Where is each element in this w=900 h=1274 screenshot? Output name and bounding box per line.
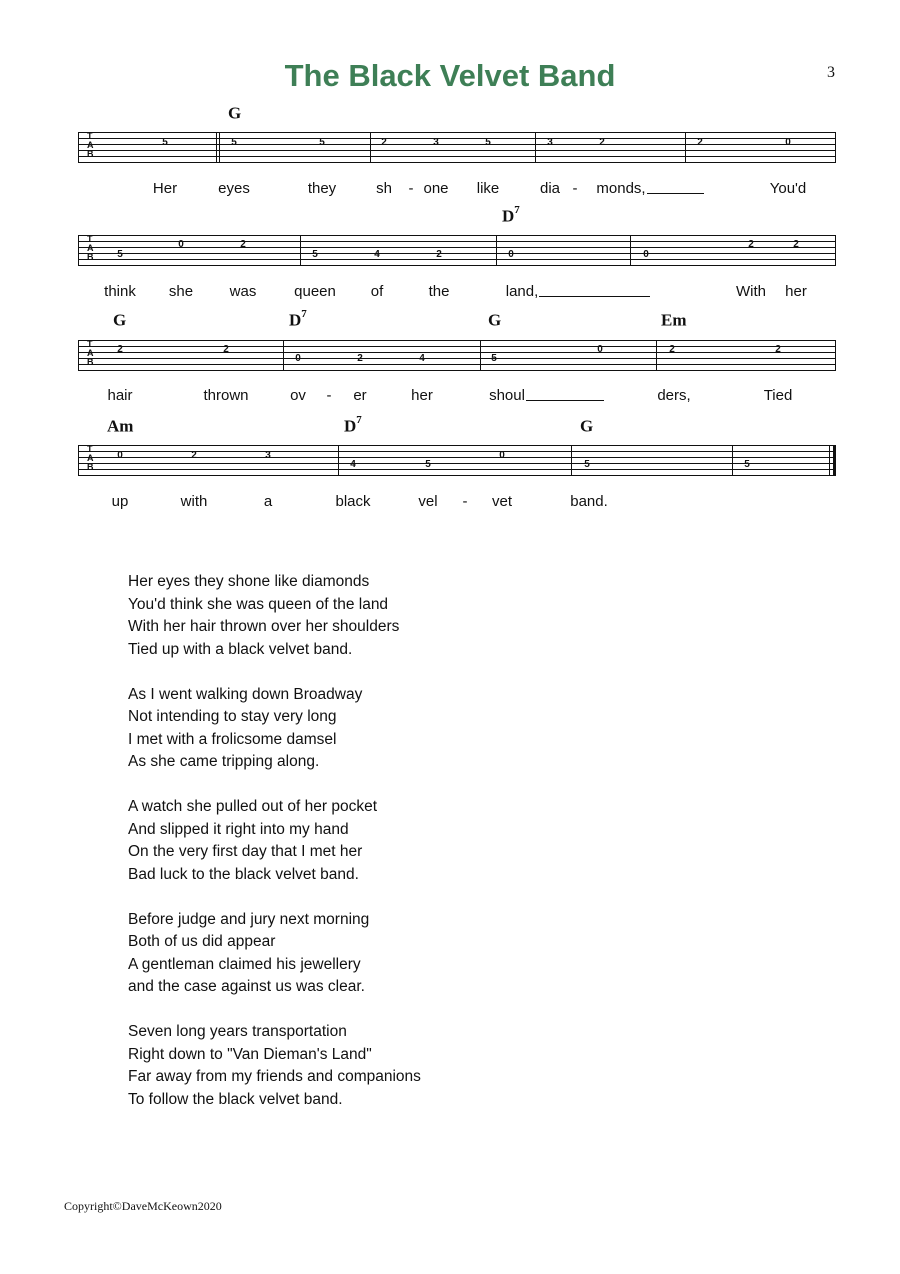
tab-note: 5	[312, 249, 318, 260]
verse-line: A watch she pulled out of her pocket	[128, 798, 378, 815]
chord-symbol: G	[488, 310, 502, 330]
tab-note: 5	[425, 459, 431, 470]
chord-symbol: $D^7$	[502, 204, 520, 226]
verse-line: To follow the black velvet band.	[128, 1090, 343, 1108]
verse-line: As I went walking down Broadway	[128, 685, 363, 703]
lyric-syllable: monds,	[596, 180, 646, 197]
chord-symbol: G	[228, 103, 242, 123]
tab-note: 0	[597, 344, 603, 355]
tab-note: 0	[295, 353, 301, 364]
verse-line: As she came tripping along.	[128, 753, 320, 770]
verse-line: And slipped it right into my hand	[128, 820, 349, 838]
chord-symbol: $D^7$	[344, 414, 362, 436]
lyric-syllable: her	[785, 283, 807, 300]
tab-note: 2	[599, 137, 605, 148]
lyric-syllable: -	[572, 180, 578, 197]
verse	[128, 684, 421, 774]
lyric-syllable: Tied	[763, 387, 793, 404]
lyric-syllable: shoul	[489, 387, 525, 404]
chord-symbol: $D^7$	[289, 308, 307, 330]
tab-note: 2	[117, 344, 123, 355]
lyric-syllable: -	[326, 387, 332, 404]
lyric-syllable: ders,	[657, 387, 691, 404]
verse	[128, 909, 421, 999]
tab-note: 2	[669, 344, 675, 355]
tab-note: 2	[748, 239, 754, 250]
lyric-syllable: -	[408, 180, 414, 197]
lyric-syllable: sh	[376, 180, 392, 197]
lyric-syllable: with	[180, 493, 208, 510]
lyric-syllable: hair	[107, 387, 133, 404]
tab-note: 5	[485, 137, 491, 148]
lyric-syllable: black	[335, 493, 371, 510]
tab-note: 0	[785, 137, 791, 148]
tab-note: 3	[547, 137, 553, 148]
verse-line: I met with a frolicsome damsel	[128, 730, 337, 748]
lyric-syllable: the	[428, 283, 450, 300]
tab-note: 2	[697, 137, 703, 148]
tab-note: 0	[117, 450, 123, 461]
lyric-syllable: of	[370, 283, 384, 300]
tab-note: 2	[191, 450, 197, 461]
tab-note: 2	[436, 249, 442, 260]
lyric-syllable: her	[411, 387, 433, 404]
verse-line: Her eyes they shone like diamonds	[128, 573, 370, 590]
tab-note: 2	[381, 137, 387, 148]
chord-symbol: Am	[107, 416, 134, 436]
lyric-syllable: vel	[418, 493, 438, 510]
page-number: 3	[827, 64, 835, 81]
verse-line: and the case against us was clear.	[128, 978, 365, 995]
lyric-syllable: think	[104, 283, 136, 300]
chord-symbol: G	[580, 416, 594, 436]
verse-line: Bad luck to the black velvet band.	[128, 865, 359, 883]
lyric-syllable: thrown	[203, 387, 249, 404]
lyric-syllable: With	[736, 283, 766, 300]
lyric-syllable: like	[476, 180, 500, 197]
lyric-syllable: -	[462, 493, 468, 510]
lyric-syllable: vet	[491, 493, 513, 510]
verse-line: Before judge and jury next morning	[128, 910, 370, 928]
chord-symbol: Em	[661, 310, 687, 330]
verse-line: With her hair thrown over her shoulders	[128, 618, 400, 635]
tab-note: 2	[240, 239, 246, 250]
lyric-syllable: a	[263, 493, 273, 510]
tab-note: 5	[319, 137, 325, 148]
verse-line: You'd think she was queen of the land	[128, 595, 389, 613]
verse-line: Tied up with a black velvet band.	[128, 640, 353, 658]
verse-line: Both of us did appear	[128, 933, 276, 950]
tab-note: 0	[178, 239, 184, 250]
lyric-syllable: Her	[152, 180, 178, 197]
verse-line: A gentleman claimed his jewellery	[128, 955, 361, 973]
tab-note: 2	[223, 344, 229, 355]
tab-note: 2	[775, 344, 781, 355]
lyric-syllable: they	[307, 180, 337, 197]
verse-line: Right down to "Van Dieman's Land"	[128, 1045, 372, 1063]
lyric-syllable: ov	[290, 387, 306, 404]
tab-note: 5	[491, 353, 497, 364]
verse-line: On the very first day that I met her	[128, 843, 363, 860]
lyric-syllable: was	[229, 283, 257, 300]
tab-note: 3	[265, 450, 271, 461]
tab-note: 5	[117, 249, 123, 260]
lyric-syllable: dia	[539, 180, 561, 197]
tab-note: 5	[584, 459, 590, 470]
song-title: The Black Velvet Band	[284, 58, 616, 93]
verse-line: Seven long years transportation	[128, 1023, 347, 1040]
tab-note: 2	[357, 353, 363, 364]
lyric-syllable: eyes	[218, 180, 250, 197]
tab-note: 4	[350, 459, 356, 470]
verse-line: Not intending to stay very long	[128, 708, 337, 725]
tab-note: 0	[499, 450, 505, 461]
tab-note: 5	[231, 137, 237, 148]
tab-note: 4	[419, 353, 425, 364]
tab-note: 5	[162, 137, 168, 148]
lyric-syllable: band.	[570, 493, 608, 510]
lyric-syllable: er	[353, 387, 367, 404]
tab-note: 5	[744, 459, 750, 470]
lyrics-verses	[128, 571, 421, 1134]
lyric-syllable: one	[423, 180, 449, 197]
copyright-notice: Copyright©DaveMcKeown2020	[64, 1199, 222, 1213]
tab-note: 4	[374, 249, 380, 260]
tab-note: 3	[433, 137, 439, 148]
lyric-syllable: she	[168, 283, 194, 300]
lyric-syllable: queen	[294, 283, 336, 300]
tab-note: 0	[508, 249, 514, 260]
chord-symbol: G	[113, 310, 127, 330]
verse	[128, 571, 421, 661]
verse-line: Far away from my friends and companions	[128, 1068, 421, 1085]
verse	[128, 796, 421, 886]
verse	[128, 1021, 421, 1111]
tab-note: 2	[793, 239, 799, 250]
tab-note: 0	[643, 249, 649, 260]
lyric-syllable: land,	[505, 283, 539, 300]
lyric-syllable: up	[111, 493, 129, 510]
lyric-syllable: You'd	[769, 180, 807, 197]
